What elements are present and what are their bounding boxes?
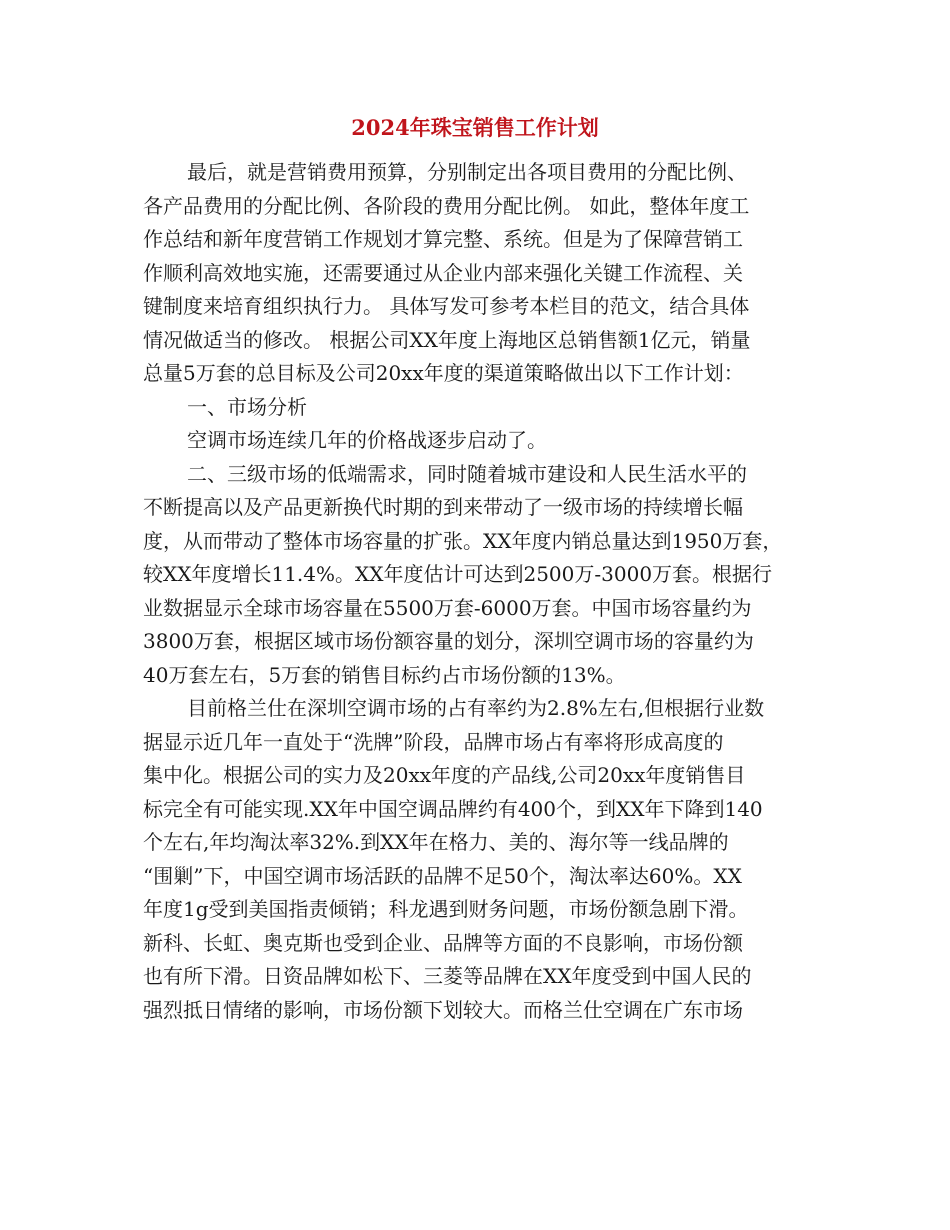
text-line: 集中化。根据公司的实力及20xx年度的产品线,公司20xx年度销售目 bbox=[143, 763, 746, 787]
text-line: “围剿”下，中国空调市场活跃的品牌不足50个，淘汰率达60%。XX bbox=[143, 863, 742, 888]
text-line: 空调市场连续几年的价格战逐步启动了。 bbox=[187, 428, 547, 452]
text-line: 年度1g受到美国指责倾销；科龙遇到财务问题，市场份额急剧下滑。 bbox=[143, 897, 749, 921]
text-line: 新科、长虹、奥克斯也受到企业、品牌等方面的不良影响，市场份额 bbox=[143, 930, 743, 955]
text-line: 3800万套，根据区域市场份额容量的划分，深圳空调市场的容量约为 bbox=[143, 629, 754, 653]
text-line: 作顺利高效地实施，还需要通过从企业内部来强化关键工作流程、关 bbox=[143, 260, 743, 285]
text-line: 业数据显示全球市场容量在5500万套-6000万套。中国市场容量约为 bbox=[143, 595, 752, 620]
text-line: 度，从而带动了整体市场容量的扩张。XX年度内销总量达到1950万套， bbox=[143, 528, 783, 553]
document-body bbox=[143, 156, 807, 1027]
text-line: 一、市场分析 bbox=[187, 394, 307, 419]
text-line: 目前格兰仕在深圳空调市场的占有率约为2.8%左右,但根据行业数 bbox=[187, 696, 765, 720]
text-line: 情况做适当的修改。 根据公司XX年度上海地区总销售额1亿元，销量 bbox=[143, 327, 751, 352]
text-line: 40万套左右，5万套的销售目标约占市场份额的13%。 bbox=[143, 662, 626, 687]
text-line: 各产品费用的分配比例、各阶段的费用分配比例。 如此，整体年度工 bbox=[143, 193, 750, 218]
text-line: 二、三级市场的低端需求，同时随着城市建设和人民生活水平的 bbox=[187, 461, 747, 486]
document-title: 2024年珠宝销售工作计划 bbox=[351, 115, 599, 140]
text-line: 不断提高以及产品更新换代时期的到来带动了一级市场的持续增长幅 bbox=[143, 495, 743, 519]
text-line: 较XX年度增长11.4%。XX年度估计可达到2500万-3000万套。根据行 bbox=[143, 562, 773, 586]
text-line: 最后，就是营销费用预算，分别制定出各项目费用的分配比例、 bbox=[187, 160, 747, 184]
text-line: 据显示近几年一直处于“洗牌”阶段，品牌市场占有率将形成高度的 bbox=[143, 729, 724, 754]
text-line: 作总结和新年度营销工作规划才算完整、系统。但是为了保障营销工 bbox=[143, 227, 743, 251]
text-line: 总量5万套的总目标及公司20xx年度的渠道策略做出以下工作计划： bbox=[143, 361, 744, 385]
text-line: 标完全有可能实现.XX年中国空调品牌约有400个，到XX年下降到140 bbox=[143, 796, 763, 821]
text-line: 强烈抵日情绪的影响，市场份额下划较大。而格兰仕空调在广东市场 bbox=[143, 997, 743, 1022]
text-line: 也有所下滑。日资品牌如松下、三菱等品牌在XX年度受到中国人民的 bbox=[143, 964, 752, 988]
text-line: 个左右,年均淘汰率32%.到XX年在格力、美的、海尔等一线品牌的 bbox=[143, 830, 729, 854]
text-line: 键制度来培育组织执行力。 具体写发可参考本栏目的范文，结合具体 bbox=[143, 294, 750, 318]
